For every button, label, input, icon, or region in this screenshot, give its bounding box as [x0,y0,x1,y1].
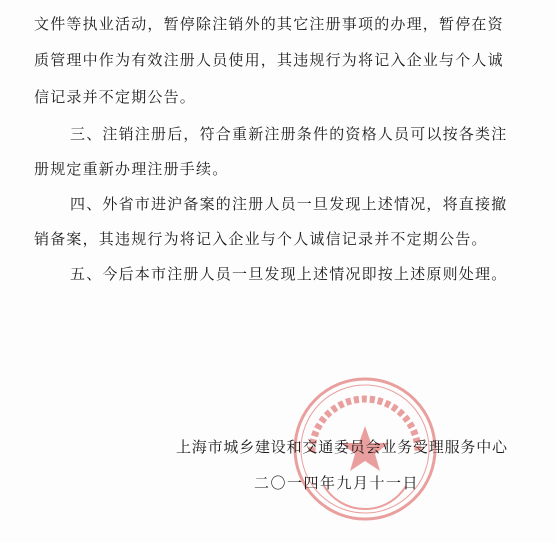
paragraph-line-7: 销备案，其违规行为将记入企业与个人诚信记录并不定期公告。 [34,230,488,248]
paragraph-line-4: 三、注销注册后，符合重新注册条件的资格人员可以按各类注 [70,125,508,143]
paragraph-line-1: 文件等执业活动，暂停除注销外的其它注册事项的办理，暂停在资 [34,15,504,33]
signature-organization: 上海市城乡建设和交通委员会业务受理服务中心 [176,438,508,456]
paragraph-line-6: 四、外省市进沪备案的注册人员一旦发现上述情况，将直接撤 [70,195,508,213]
paragraph-line-3: 信记录并不定期公告。 [34,88,197,106]
signature-date: 二〇一四年九月十一日 [254,474,420,492]
paragraph-line-8: 五、今后本市注册人员一旦发现上述情况即按上述原则处理。 [70,265,508,283]
paragraph-line-5: 册规定重新办理注册手续。 [34,160,229,178]
paragraph-line-2: 质管理中作为有效注册人员使用，其违规行为将记入企业与个人诚 [34,51,504,69]
